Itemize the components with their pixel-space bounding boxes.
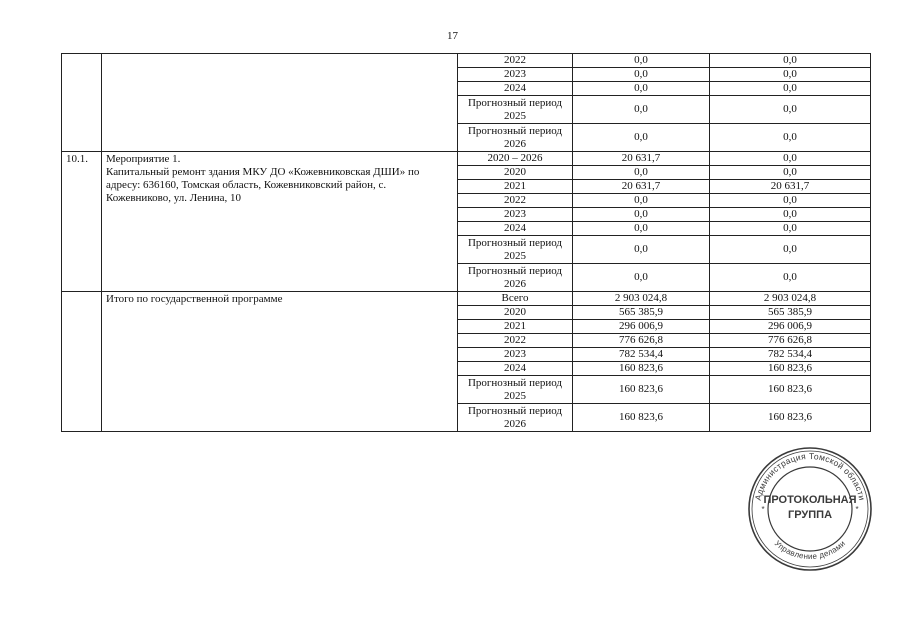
period-cell: 2023 <box>458 68 573 82</box>
period-cell: 2022 <box>458 194 573 208</box>
stamp-center-line2: ГРУППА <box>787 509 833 521</box>
period-cell: Прогнозный период 2025 <box>458 376 573 404</box>
period-cell: 2020 <box>458 306 573 320</box>
amount-cell: 0,0 <box>710 152 871 166</box>
period-cell: 2021 <box>458 180 573 194</box>
amount-cell: 0,0 <box>573 166 710 180</box>
period-cell: 2023 <box>458 208 573 222</box>
stamp-outer-text: Администрация Томской области <box>752 450 868 502</box>
amount-cell: 0,0 <box>710 124 871 152</box>
period-cell: 2020 – 2026 <box>458 152 573 166</box>
page-number: 17 <box>447 30 458 42</box>
amount-cell: 20 631,7 <box>710 180 871 194</box>
period-cell: 2022 <box>458 334 573 348</box>
amount-cell: 782 534,4 <box>710 348 871 362</box>
amount-cell: 776 626,8 <box>573 334 710 348</box>
amount-cell: 160 823,6 <box>573 404 710 432</box>
period-cell: Всего <box>458 292 573 306</box>
amount-cell: 0,0 <box>710 82 871 96</box>
item-number <box>62 292 102 432</box>
item-number: 10.1. <box>62 152 102 292</box>
amount-cell: 296 006,9 <box>710 320 871 334</box>
item-description: Мероприятие 1. Капитальный ремонт здания МКУ ДО «Кожевниковская ДШИ» по адресу: 636160, Томская область, Кожевниковский район, с. Кожевниково, ул. Ленина, 10 <box>102 152 458 292</box>
amount-cell: 2 903 024,8 <box>710 292 871 306</box>
amount-cell: 0,0 <box>710 208 871 222</box>
period-cell: Прогнозный период 2026 <box>458 404 573 432</box>
amount-cell: 0,0 <box>573 68 710 82</box>
amount-cell: 0,0 <box>710 54 871 68</box>
amount-cell: 0,0 <box>573 194 710 208</box>
amount-cell: 565 385,9 <box>573 306 710 320</box>
amount-cell: 20 631,7 <box>573 152 710 166</box>
period-cell: Прогнозный период 2026 <box>458 124 573 152</box>
amount-cell: 0,0 <box>573 236 710 264</box>
program-table <box>61 53 871 432</box>
amount-cell: 0,0 <box>573 124 710 152</box>
stamp-star-left-icon: * <box>761 505 765 514</box>
table-row <box>62 54 871 68</box>
stamp-bottom-text: Управление делами <box>772 538 848 562</box>
amount-cell: 0,0 <box>573 82 710 96</box>
item-description: Итого по государственной программе <box>102 292 458 432</box>
amount-cell: 2 903 024,8 <box>573 292 710 306</box>
amount-cell: 0,0 <box>710 236 871 264</box>
period-cell: 2024 <box>458 362 573 376</box>
amount-cell: 160 823,6 <box>573 362 710 376</box>
period-cell: 2021 <box>458 320 573 334</box>
table-row <box>62 292 871 306</box>
period-cell: 2024 <box>458 222 573 236</box>
period-cell: 2022 <box>458 54 573 68</box>
amount-cell: 782 534,4 <box>573 348 710 362</box>
amount-cell: 160 823,6 <box>710 362 871 376</box>
amount-cell: 0,0 <box>710 166 871 180</box>
item-number <box>62 54 102 152</box>
amount-cell: 0,0 <box>710 68 871 82</box>
amount-cell: 0,0 <box>573 264 710 292</box>
table-row <box>62 152 871 166</box>
amount-cell: 565 385,9 <box>710 306 871 320</box>
period-cell: Прогнозный период 2025 <box>458 96 573 124</box>
amount-cell: 0,0 <box>710 264 871 292</box>
period-cell: 2020 <box>458 166 573 180</box>
seal-stamp <box>746 445 874 573</box>
item-description <box>102 54 458 152</box>
amount-cell: 0,0 <box>573 96 710 124</box>
amount-cell: 0,0 <box>710 96 871 124</box>
amount-cell: 160 823,6 <box>573 376 710 404</box>
period-cell: Прогнозный период 2025 <box>458 236 573 264</box>
amount-cell: 0,0 <box>573 54 710 68</box>
program-table-body <box>62 54 871 432</box>
stamp-star-right-icon: * <box>855 505 859 514</box>
amount-cell: 160 823,6 <box>710 404 871 432</box>
amount-cell: 0,0 <box>573 208 710 222</box>
amount-cell: 0,0 <box>573 222 710 236</box>
amount-cell: 20 631,7 <box>573 180 710 194</box>
amount-cell: 296 006,9 <box>573 320 710 334</box>
amount-cell: 160 823,6 <box>710 376 871 404</box>
amount-cell: 0,0 <box>710 222 871 236</box>
period-cell: 2024 <box>458 82 573 96</box>
period-cell: Прогнозный период 2026 <box>458 264 573 292</box>
period-cell: 2023 <box>458 348 573 362</box>
amount-cell: 776 626,8 <box>710 334 871 348</box>
stamp-center-line1: ПРОТОКОЛЬНАЯ <box>763 494 857 506</box>
amount-cell: 0,0 <box>710 194 871 208</box>
